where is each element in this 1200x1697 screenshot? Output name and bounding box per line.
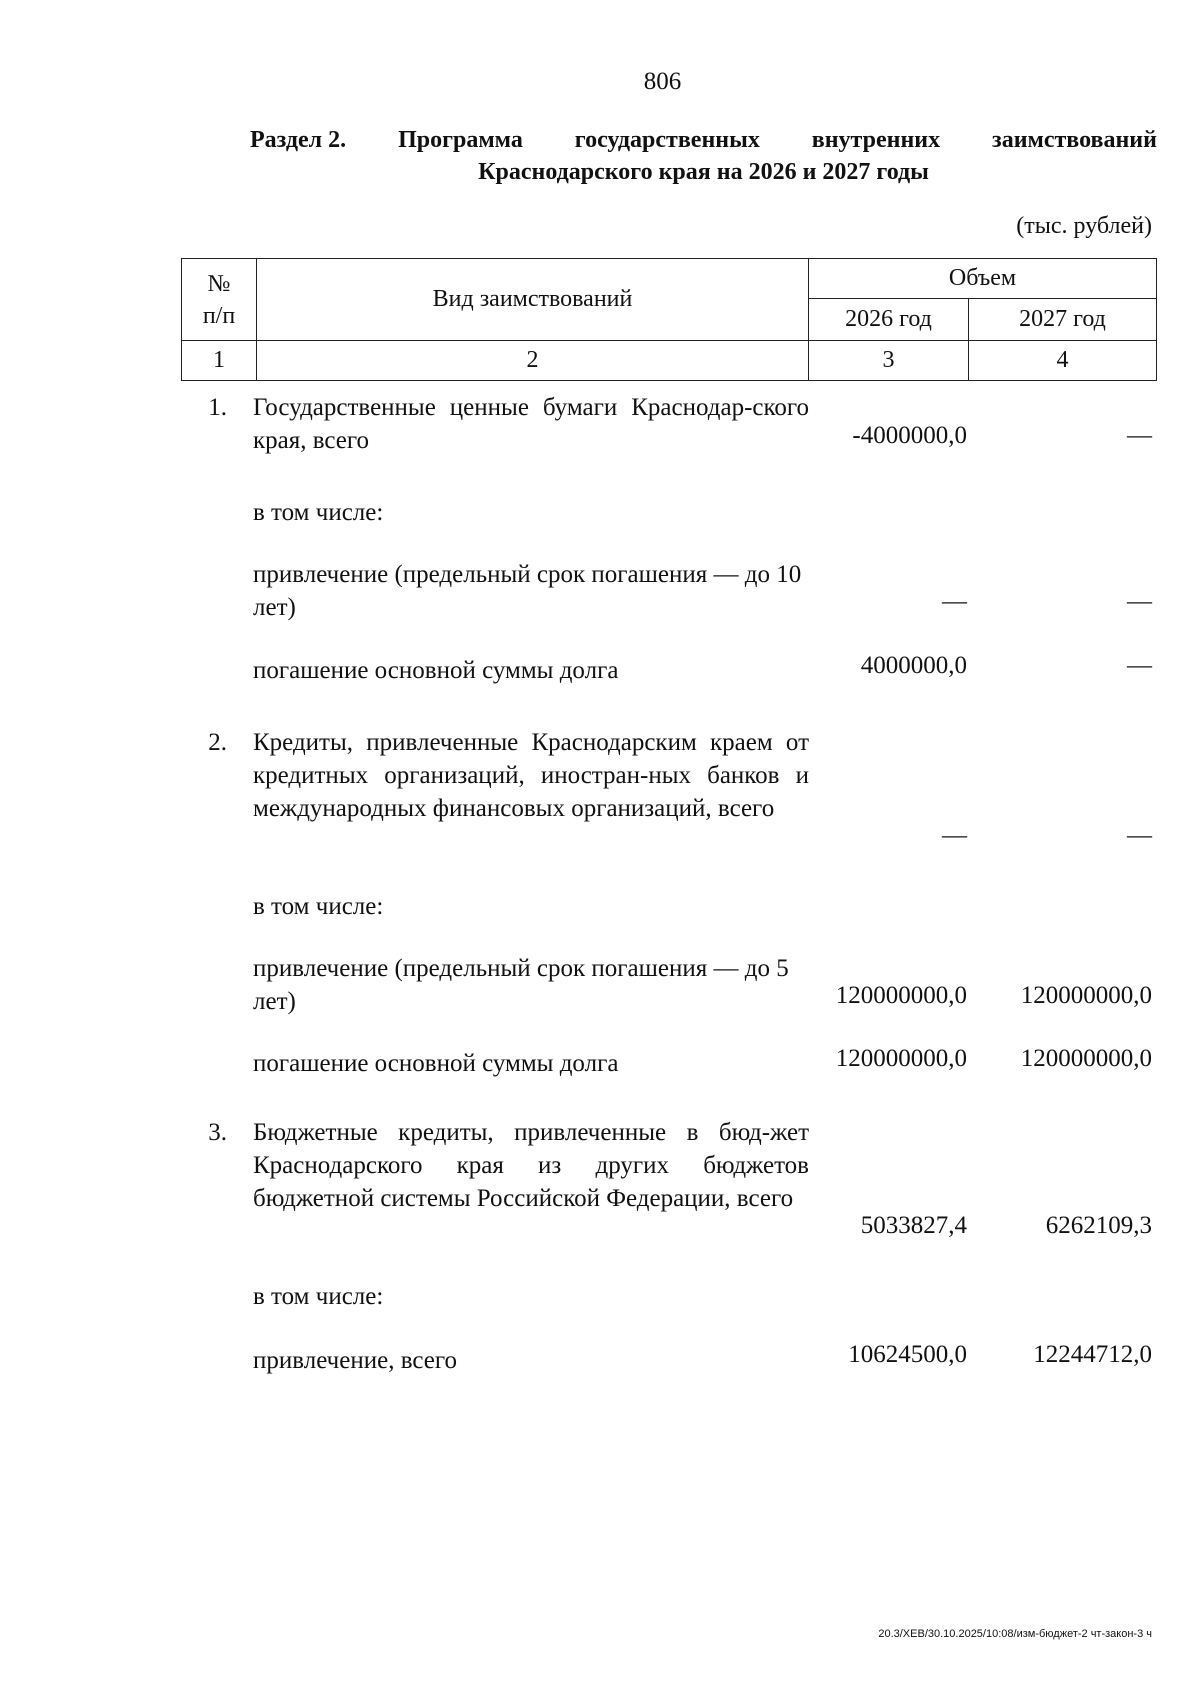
- row-value-2027: 12244712,0: [1033, 1341, 1152, 1368]
- page-number: 806: [643, 68, 682, 95]
- header-index-1: 1: [182, 341, 257, 381]
- title-word: заимствований: [992, 127, 1157, 153]
- row-value-2027: 120000000,0: [1020, 982, 1152, 1009]
- title-word: государственных: [574, 127, 760, 153]
- row-value-2027: 6262109,3: [1045, 1212, 1152, 1239]
- row-value-2027: —: [1127, 588, 1152, 615]
- section-title-line2: Краснодарского края на 2026 и 2027 годы: [478, 159, 929, 185]
- header-no-abbr: п/п: [202, 302, 236, 329]
- row-text: привлечение (предельный срок погашения — до 10 лет): [253, 561, 802, 621]
- header-index-4: 4: [969, 341, 1157, 381]
- section-title: [250, 124, 1157, 188]
- title-word: внутренних: [811, 127, 941, 153]
- row-text: Кредиты, привлеченные Краснодарским краем от кредитных организаций, иностран-ных банков и международных финансовых организаций, всего: [253, 729, 809, 822]
- row-text: в том числе:: [253, 893, 384, 920]
- row-number: 3.: [208, 1119, 227, 1146]
- row-value-2026: 10624500,0: [848, 1341, 967, 1368]
- header-index-2: 2: [257, 341, 809, 381]
- row-value-2026: —: [942, 588, 967, 615]
- units-label: (тыс. рублей): [1016, 213, 1152, 239]
- title-word: Программа: [398, 127, 523, 153]
- row-text: привлечение, всего: [253, 1347, 457, 1374]
- row-value-2027: 120000000,0: [1020, 1045, 1152, 1072]
- row-number: 1.: [208, 394, 227, 421]
- row-value-2026: —: [942, 822, 967, 849]
- header-year-2026: 2026 год: [809, 299, 969, 341]
- row-value-2026: 4000000,0: [860, 652, 967, 679]
- table-header: [181, 258, 1157, 381]
- header-volume: Объем: [809, 259, 1157, 299]
- row-text: погашение основной суммы долга: [253, 1050, 619, 1077]
- title-word: Раздел 2.: [250, 127, 347, 153]
- row-text: Бюджетные кредиты, привлеченные в бюд-жет Краснодарского края из других бюджетов бюджетной системы Российской Федерации, всего: [253, 1119, 809, 1212]
- row-text: в том числе:: [253, 1283, 384, 1310]
- row-value-2027: —: [1127, 422, 1152, 449]
- row-value-2027: —: [1127, 652, 1152, 679]
- row-value-2026: 120000000,0: [835, 982, 967, 1009]
- header-index-3: 3: [809, 341, 969, 381]
- row-text: Государственные ценные бумаги Краснодар-ского края, всего: [253, 394, 809, 454]
- header-type: Вид заимствований: [257, 259, 809, 341]
- header-no-cell: [182, 259, 257, 341]
- section-title-line1: [250, 124, 1157, 156]
- row-value-2026: 120000000,0: [835, 1045, 967, 1072]
- row-value-2027: —: [1127, 822, 1152, 849]
- row-value-2026: -4000000,0: [852, 422, 967, 449]
- row-value-2026: 5033827,4: [860, 1212, 967, 1239]
- row-number: 2.: [208, 729, 227, 756]
- row-text: привлечение (предельный срок погашения — до 5 лет): [253, 955, 789, 1015]
- row-text: погашение основной суммы долга: [253, 657, 619, 684]
- footer-code: 20.3/ХЕВ/30.10.2025/10:08/изм-бюджет-2 чт-закон-3 ч: [878, 1628, 1152, 1640]
- header-no-symbol: №: [207, 270, 231, 297]
- header-year-2027: 2027 год: [969, 299, 1157, 341]
- row-text: в том числе:: [253, 499, 384, 526]
